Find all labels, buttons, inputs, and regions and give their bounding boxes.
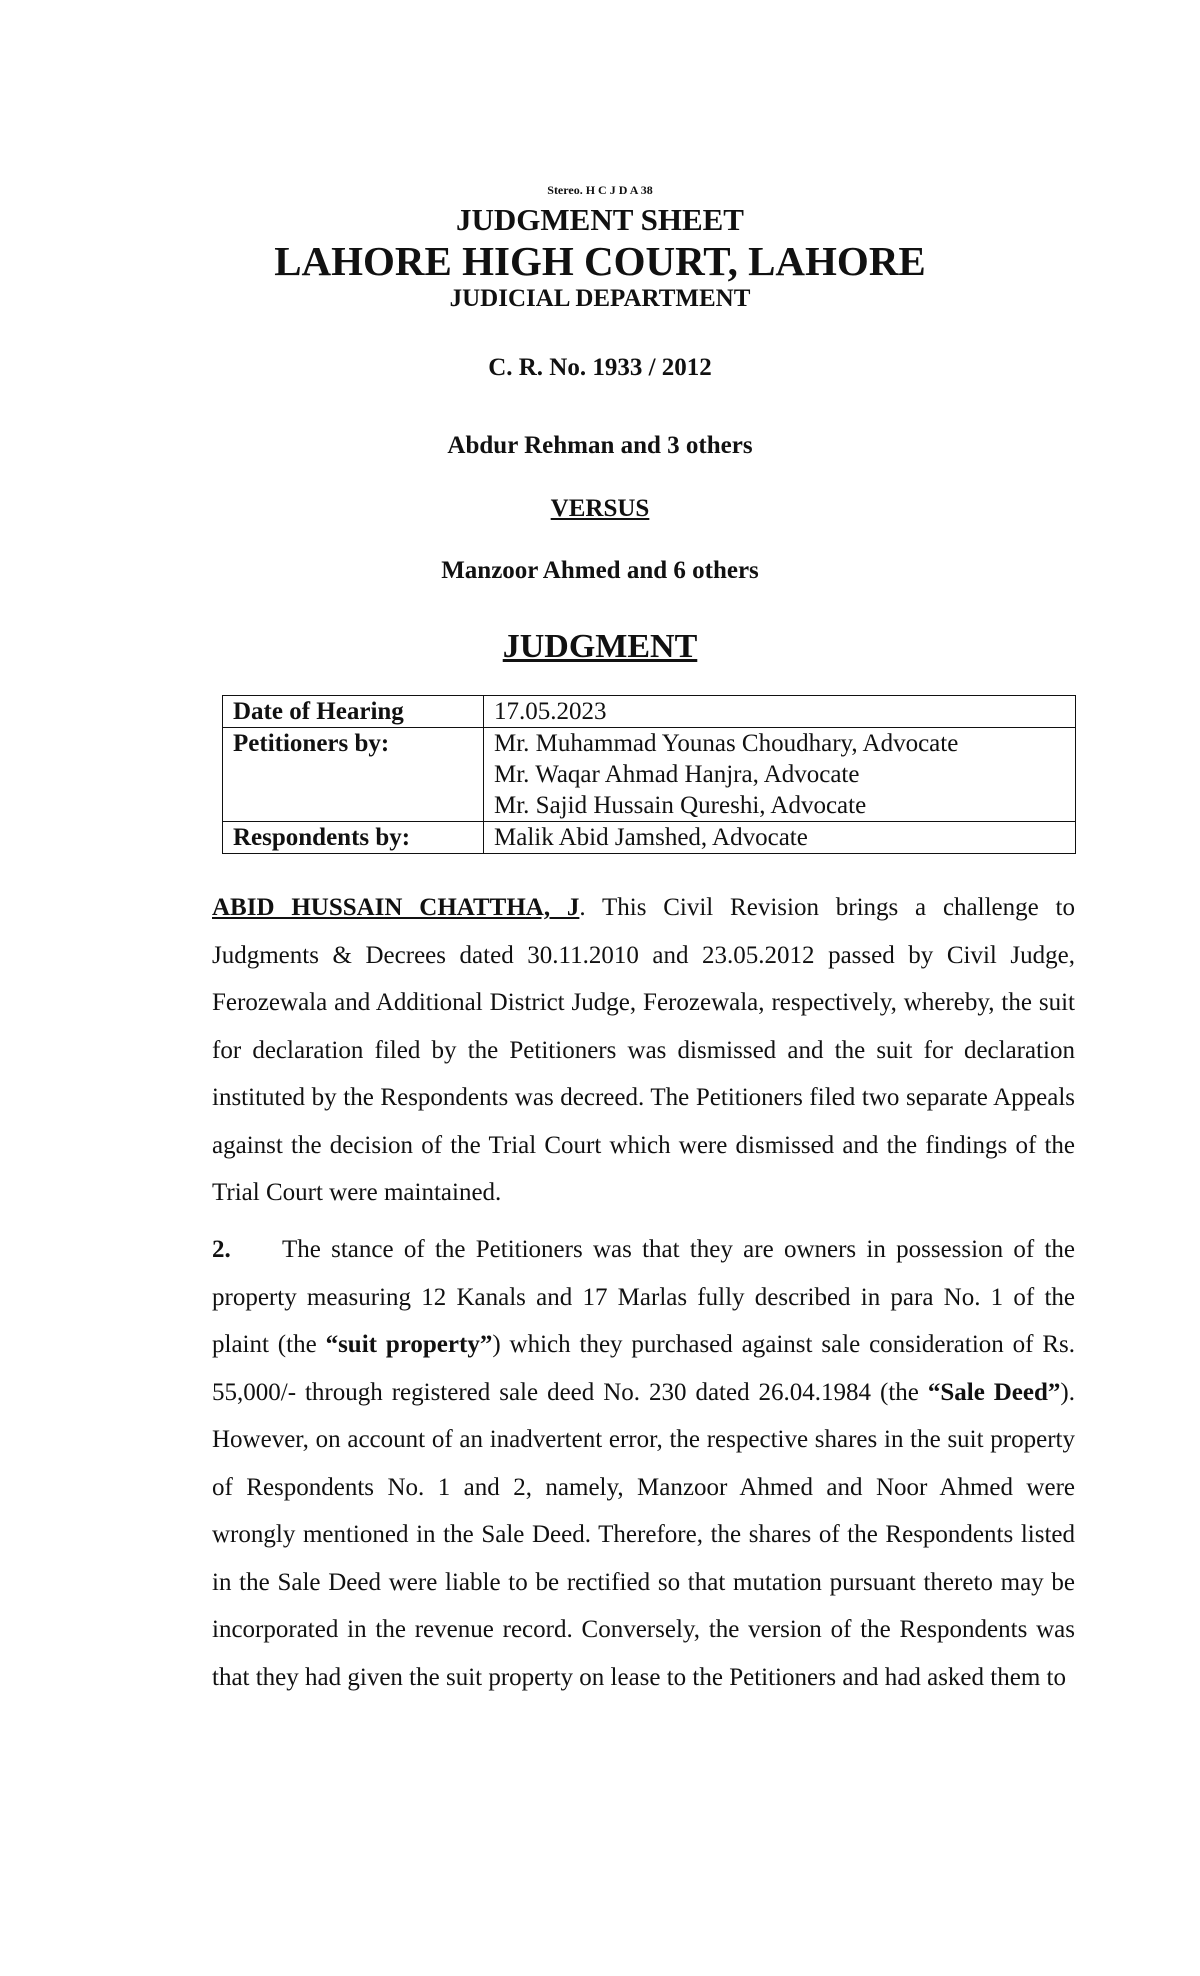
court-title: LAHORE HIGH COURT, LAHORE: [274, 238, 926, 284]
versus-label: VERSUS: [550, 495, 650, 522]
table-row: [223, 822, 1076, 854]
petitioners-label: Petitioners by:: [223, 728, 484, 822]
paragraph-2-text-c: ). However, on account of an inadvertent error, the respective shares in the suit property of Respondents No. 1 and 2, namely, Manzoor Ahmed and Noor Ahmed were wrongly mentioned in the Sale Deed. Therefore, the shares of the Respondents listed in the Sale Deed were liable to be rectified so that mutation pursuant thereto may be incorporated in the revenue record. Conversely, the version of the Respondents was that they had given the suit property on lease to the Petitioners and had asked them to: [212, 1378, 1075, 1691]
judgment-heading: JUDGMENT: [502, 628, 698, 665]
paragraph-2-text-a: The stance of the Petitioners was that they are owners in possession of the property measuring 12 Kanals and 17 Marlas fully described in para No. 1 of the plaint (the: [212, 1236, 1075, 1358]
respondent-party: Manzoor Ahmed and 6 others: [441, 557, 759, 584]
hearing-info-table: [222, 695, 1076, 854]
stereo-code: Stereo. H C J D A 38: [547, 183, 653, 197]
petitioner-party: Abdur Rehman and 3 others: [447, 432, 753, 459]
defined-term-sale-deed: “Sale Deed”: [927, 1378, 1061, 1406]
paragraph-number: 2.: [212, 1236, 231, 1263]
defined-term-suit-property: “suit property”: [325, 1331, 493, 1358]
judge-name: ABID HUSSAIN CHATTHA, J: [212, 894, 580, 921]
table-row: [223, 696, 1076, 728]
petitioner-counsel: Mr. Sajid Hussain Qureshi, Advocate: [494, 792, 867, 819]
department-title: JUDICIAL DEPARTMENT: [449, 285, 751, 312]
respondents-label: Respondents by:: [223, 822, 484, 854]
petitioner-counsel: Mr. Muhammad Younas Choudhary, Advocate: [494, 730, 959, 757]
petitioners-counsel-cell: [484, 728, 1076, 822]
paragraph-1: [212, 884, 1075, 1217]
respondents-counsel: Malik Abid Jamshed, Advocate: [484, 822, 1076, 854]
sheet-title: JUDGMENT SHEET: [456, 202, 744, 237]
petitioner-counsel: Mr. Waqar Ahmad Hanjra, Advocate: [494, 761, 860, 788]
date-value: 17.05.2023: [484, 696, 1076, 728]
date-label: Date of Hearing: [223, 696, 484, 728]
paragraph-2-text-b: ) which they purchased against sale consideration of Rs. 55,000/- through registered sale deed No. 230 dated 26.04.1984 (the: [212, 1331, 1075, 1406]
paragraph-2: [212, 1226, 1075, 1701]
case-number: C. R. No. 1933 / 2012: [488, 354, 712, 381]
table-row: [223, 728, 1076, 822]
paragraph-1-text: . This Civil Revision brings a challenge to Judgments & Decrees dated 30.11.2010 and 23.05.2012 passed by Civil Judge, Ferozewala and Additional District Judge, Ferozewala, respectively, whereby, the suit for declaration filed by the Petitioners was dismissed and the suit for declaration instituted by the Respondents was decreed. The Petitioners filed two separate Appeals against the decision of the Trial Court which were dismissed and the findings of the Trial Court were maintained.: [212, 894, 1075, 1206]
